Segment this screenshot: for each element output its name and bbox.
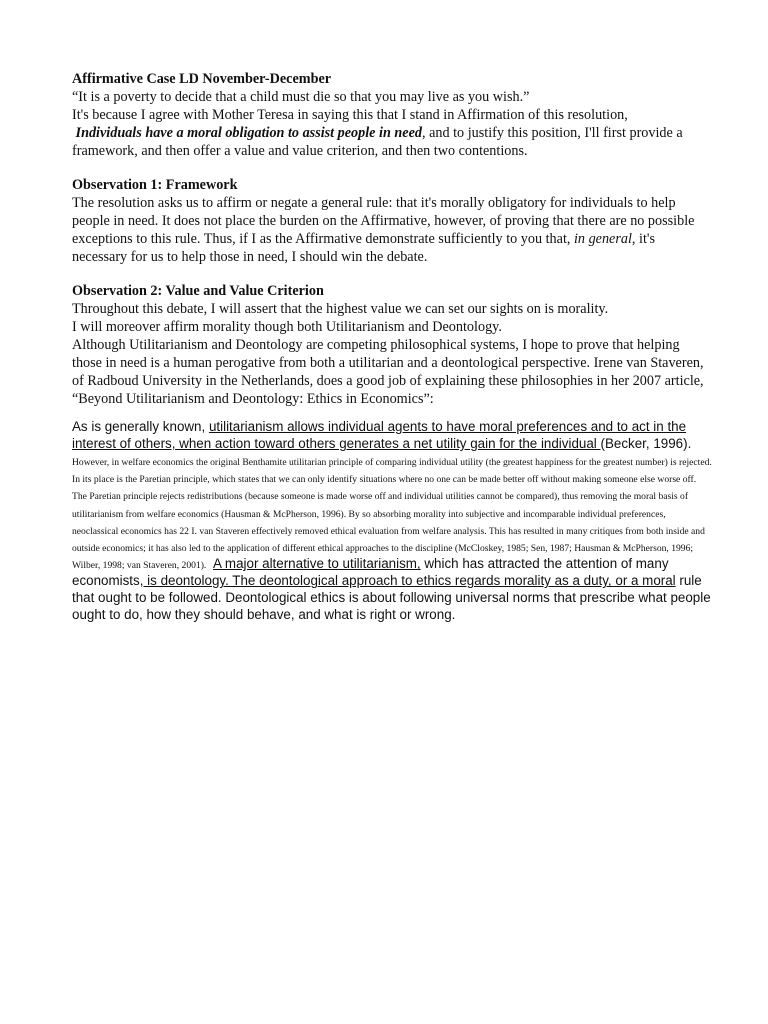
observation-1-text-b: , it's necessary for us to help those in need, I should win the debate. (72, 231, 655, 265)
document-title: Affirmative Case LD November-December (72, 71, 332, 87)
intro-line: It's because I agree with Mother Teresa in saying this that I stand in Affirmation of this resolution, (72, 107, 628, 123)
resolution-text: Individuals have a moral obligation to assist people in need (75, 125, 422, 141)
intro-paragraph (72, 106, 712, 160)
evidence-quote (72, 418, 712, 623)
observation-1-heading: Observation 1: Framework (72, 177, 238, 193)
intro-line-rest: , and to justify this position, I'll first provide a framework, and then offer a value and value criterion, and then two contentions. (72, 125, 683, 159)
evidence-underline-2: A major alternative to utilitarianism, (213, 556, 421, 572)
evidence-underline-1: utilitarianism allows individual agents to have moral preferences and to act in the interest of others, when action toward others generates a net utility gain for the individual (72, 419, 687, 451)
observation-2-heading: Observation 2: Value and Value Criterion (72, 283, 324, 299)
evidence-s2: (Becker, 1996). (600, 436, 692, 451)
document-page (72, 70, 712, 623)
observation-1-text (72, 194, 712, 266)
observation-2-line-1: Throughout this debate, I will assert that the highest value we can set our sights on is morality. (72, 301, 609, 317)
observation-2-paragraph: Although Utilitarianism and Deontology are competing philosophical systems, I hope to prove that helping those in need is a human perogative from both a utilitarian and a deontological perspective. Irene van Staveren, of Radboud University in the Netherlands, does a good job of explaining these philosophies in her 2007 article, “Beyond Utilitarianism and Deontology: Ethics in Economics”: (72, 337, 704, 407)
evidence-s1: As is generally known, (72, 419, 209, 434)
observation-1-italic: in general (573, 231, 632, 247)
evidence-small-text: However, in welfare economics the original Benthamite utilitarian principle of comparing individual utility (the greatest happiness for the greatest number) is rejected. In its place is the Paretian principle, which states that we can only identify situations where no one can be made better off without making someone else worse off. The Paretian principle rejects redistributions (because someone is made worse off and individual utilities cannot be compared), thus removing the moral basis of utilitarianism from welfare economics (Hausman & McPherson, 1996). By so absorbing morality into subjective and incomparable individual preferences, neoclassical economics has 22 I. van Staveren effectively removed ethical evaluation from welfare analysis. This has resulted in many critiques from both inside and outside economics; it has also led to the application of different ethical approaches to the discipline (McCloskey, 1985; Sen, 1987; Hausman & McPherson, 1996; Wilber, 1998; van Staveren, 2001). (72, 457, 712, 572)
evidence-s3: which has attracted the attention of many economists, (72, 556, 669, 589)
intro-quote: “It is a poverty to decide that a child must die so that you may live as you wish.” (72, 89, 530, 105)
evidence-s4: rule that ought to be followed. Deontological ethics is about following universal norms that prescribe what people ought to do, how they should behave, and what is right or wrong. (72, 573, 711, 623)
evidence-underline-3: is deontology. The deontological approach to ethics regards morality as a duty, or a moral (143, 573, 676, 589)
observation-2-line-2: I will moreover affirm morality though both Utilitarianism and Deontology. (72, 319, 502, 335)
observation-1-text-a: The resolution asks us to affirm or negate a general rule: that it's morally obligatory for individuals to help people in need. It does not place the burden on the Affirmative, however, of proving that there are no possible exceptions to this rule. Thus, if I as the Affirmative demonstrate sufficiently to you that, (72, 195, 695, 247)
